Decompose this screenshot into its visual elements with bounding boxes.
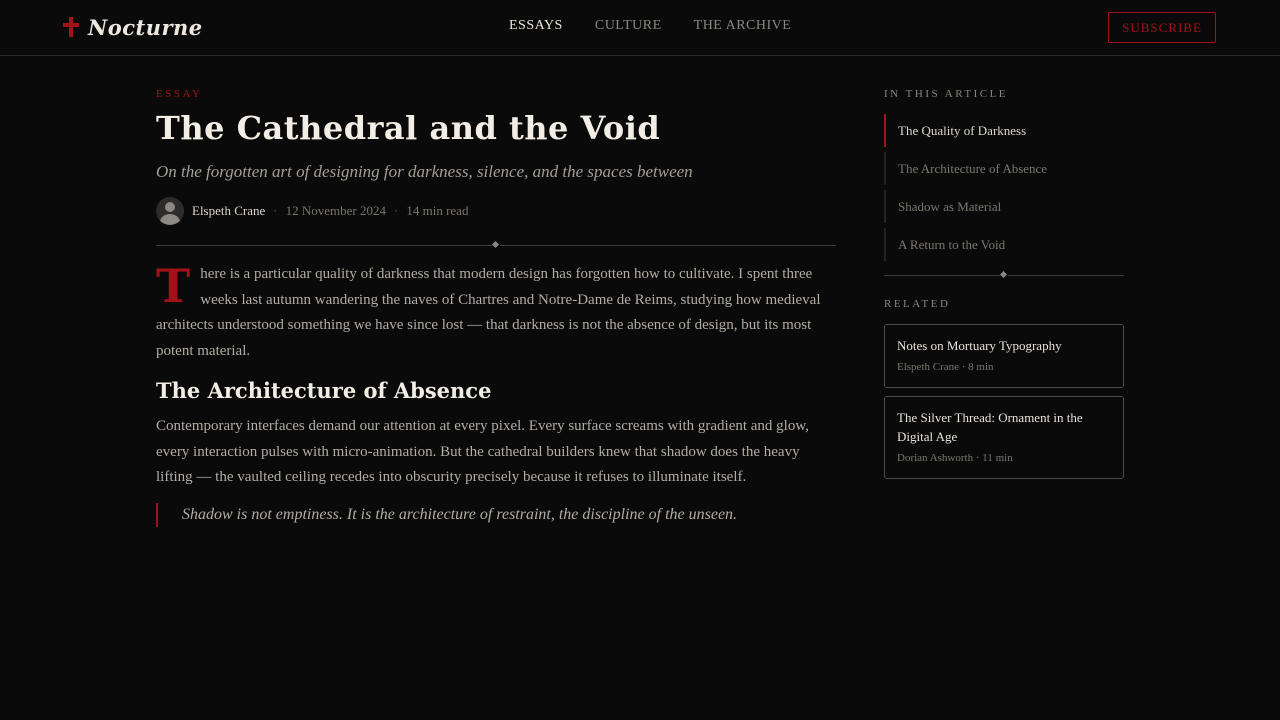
nav-the-archive[interactable]: THE ARCHIVE bbox=[693, 18, 792, 33]
article bbox=[156, 88, 836, 527]
article-paragraph: Contemporary interfaces demand our attention at every pixel. Every surface screams with gradient and glow, every interaction pulses with micro-animation. But the cathedral builders knew that shadow does the heavy lifting — the vaulted ceiling recedes into obscurity precisely because it refuses to illuminate itself. bbox=[156, 418, 809, 485]
article-category: ESSAY bbox=[156, 88, 203, 100]
pull-quote: Shadow is not emptiness. It is the architecture of restraint, the discipline of the unseen. bbox=[156, 503, 836, 527]
main-nav bbox=[509, 18, 791, 34]
separator-dot: · bbox=[394, 203, 399, 218]
toc-heading: IN THIS ARTICLE bbox=[884, 88, 1009, 100]
diamond-icon bbox=[1000, 271, 1008, 279]
article-paragraph bbox=[156, 259, 836, 364]
brand-name: Nocturne bbox=[88, 14, 203, 40]
related-card[interactable] bbox=[884, 324, 1124, 388]
related-card[interactable] bbox=[884, 396, 1124, 479]
byline bbox=[156, 197, 836, 225]
table-of-contents bbox=[884, 114, 1124, 261]
ornamental-divider bbox=[156, 245, 836, 246]
separator-dot: · bbox=[273, 203, 278, 218]
related-card-meta: Elspeth Crane · 8 min bbox=[897, 361, 994, 373]
related-card-meta: Dorian Ashworth · 11 min bbox=[897, 452, 1013, 464]
ornamental-divider bbox=[884, 275, 1124, 276]
subscribe-button[interactable]: SUBSCRIBE bbox=[1108, 12, 1216, 43]
nav-culture[interactable]: CULTURE bbox=[594, 18, 662, 33]
cross-icon bbox=[62, 15, 80, 39]
related-heading: RELATED bbox=[884, 298, 951, 310]
author-name[interactable]: Elspeth Crane bbox=[192, 203, 266, 218]
related-card-title: Notes on Mortuary Typography bbox=[897, 338, 1062, 353]
top-navigation-bar bbox=[0, 0, 1280, 56]
article-title: The Cathedral and the Void bbox=[156, 109, 661, 147]
toc-item-return-to-the-void[interactable]: A Return to the Void bbox=[884, 228, 1124, 261]
toc-item-architecture-of-absence[interactable]: The Architecture of Absence bbox=[884, 152, 1124, 185]
section-heading: The Architecture of Absence bbox=[156, 378, 492, 403]
diamond-icon bbox=[492, 241, 500, 249]
drop-cap: T bbox=[156, 259, 191, 313]
toc-item-shadow-as-material[interactable]: Shadow as Material bbox=[884, 190, 1124, 223]
related-card-title: The Silver Thread: Ornament in the Digital Age bbox=[897, 410, 1083, 444]
publish-date: 12 November 2024 bbox=[285, 203, 387, 218]
article-subtitle: On the forgotten art of designing for darkness, silence, and the spaces between bbox=[156, 162, 693, 181]
toc-item-quality-of-darkness[interactable]: The Quality of Darkness bbox=[884, 114, 1124, 147]
brand-logo[interactable] bbox=[62, 12, 203, 42]
read-time: 14 min read bbox=[406, 203, 469, 218]
sidebar bbox=[884, 88, 1124, 479]
avatar bbox=[156, 197, 184, 225]
paragraph-text: here is a particular quality of darkness that modern design has forgotten how to cultivate. I spent three weeks last autumn wandering the naves of Chartres and Notre-Dame de Reims, studying how medieval architects understood something we have since lost — that darkness is not the absence of design, but its most potent material. bbox=[156, 266, 821, 359]
nav-essays[interactable]: ESSAYS bbox=[509, 18, 563, 33]
